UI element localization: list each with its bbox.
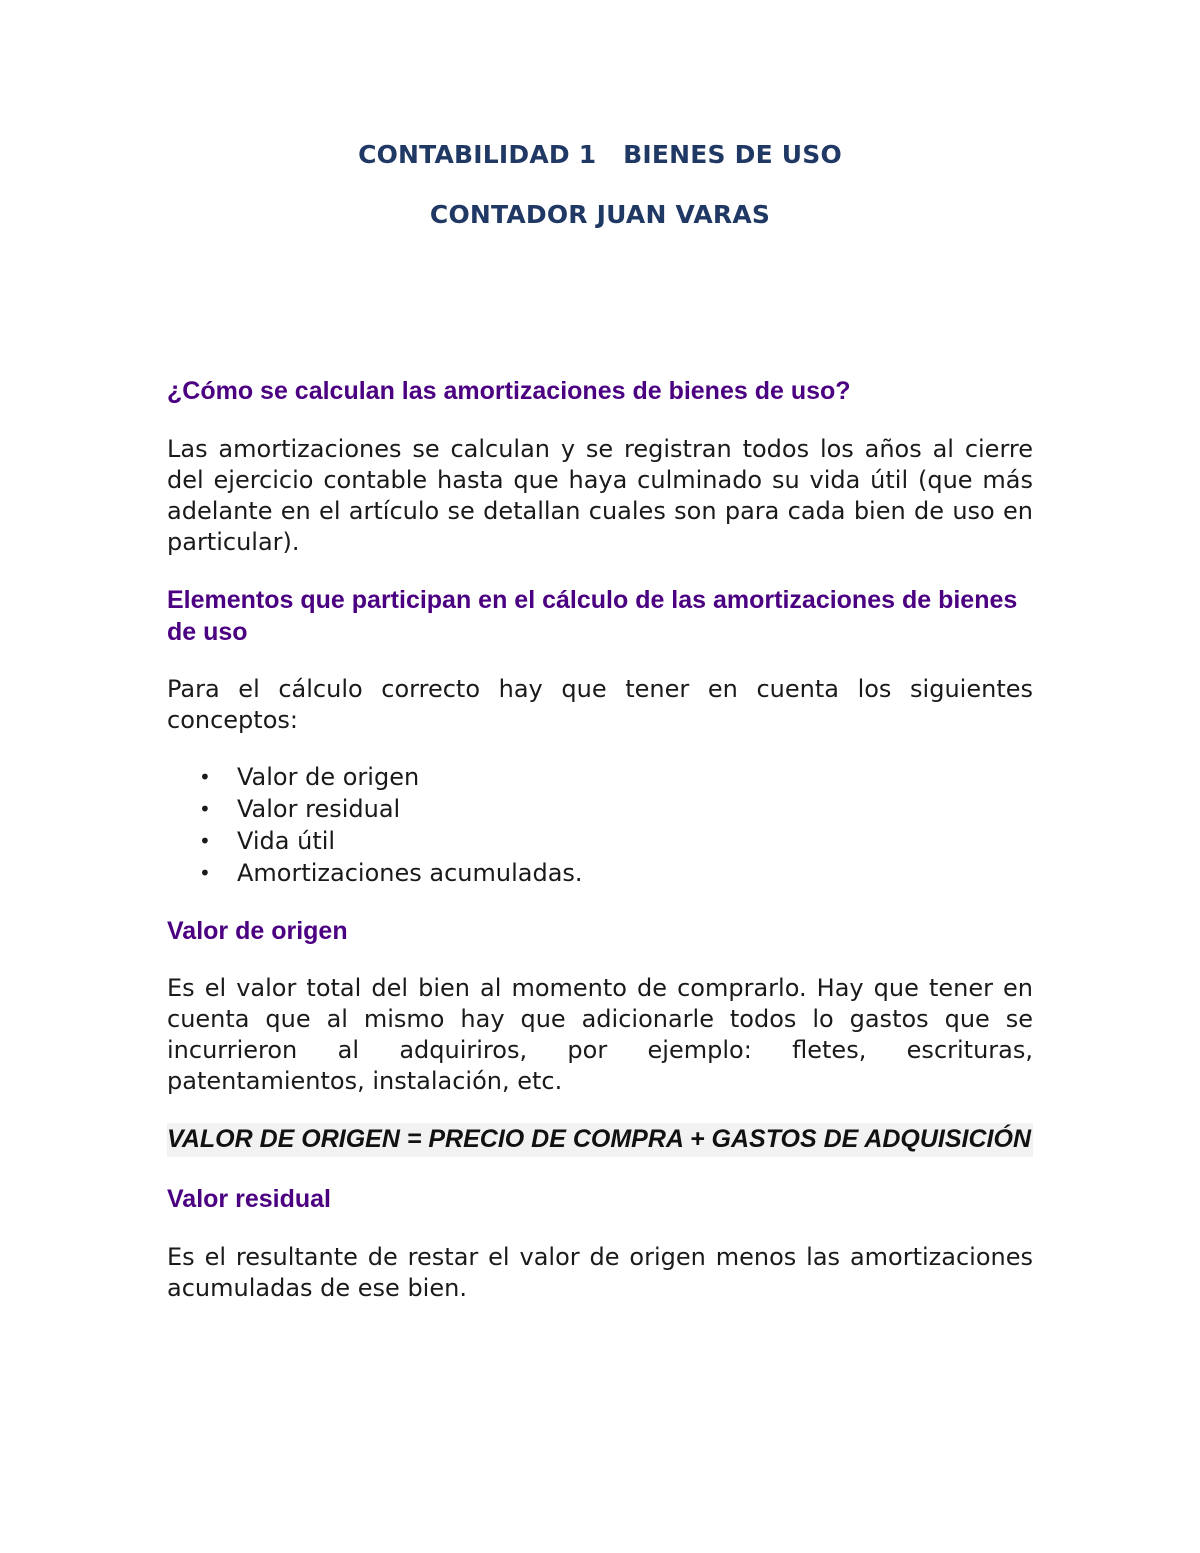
- document-author: CONTADOR JUAN VARAS: [429, 200, 771, 229]
- bullet-icon: •: [199, 829, 211, 853]
- heading-how-calculate: ¿Cómo se calculan las amortizaciones de bienes de uso?: [167, 377, 851, 405]
- document-title: CONTABILIDAD 1 BIENES DE USO: [358, 140, 842, 169]
- paragraph-residual-value: Es el resultante de restar el valor de origen menos las amortizaciones acumuladas de ese bien.: [167, 1243, 1033, 1302]
- heading-residual-value: Valor residual: [167, 1185, 331, 1213]
- paragraph-origin-value: Es el valor total del bien al momento de comprarlo. Hay que tener en cuenta que al mismo hay que adicionarle todos lo gastos que se incurrieron al adquiriros, por ejemplo: fletes, escrituras, patentamientos, instalación, etc.: [167, 974, 1033, 1095]
- list-item: • Valor residual: [199, 795, 401, 823]
- paragraph-elements: Para el cálculo correcto hay que tener en cuenta los siguientes conceptos:: [167, 675, 1033, 734]
- list-item: • Vida útil: [199, 827, 336, 855]
- document-body: [167, 375, 1033, 1304]
- heading-origin-value: Valor de origen: [167, 917, 348, 945]
- bullet-icon: •: [199, 861, 211, 885]
- concepts-list: [167, 761, 1033, 889]
- paragraph-how-calculate: Las amortizaciones se calculan y se registran todos los años al cierre del ejercicio contable hasta que haya culminado su vida útil (que más adelante en el artículo se detallan cuales son para cada bien de uso en particular).: [167, 435, 1033, 556]
- list-item: • Amortizaciones acumuladas.: [199, 859, 583, 887]
- list-item: • Valor de origen: [199, 763, 420, 791]
- bullet-icon: •: [199, 765, 211, 789]
- heading-elements: Elementos que participan en el cálculo de las amortizaciones de bienes de uso: [167, 586, 1018, 646]
- bullet-icon: •: [199, 797, 211, 821]
- formula-origin-value: VALOR DE ORIGEN = PRECIO DE COMPRA + GASTOS DE ADQUISICIÓN: [167, 1123, 1033, 1157]
